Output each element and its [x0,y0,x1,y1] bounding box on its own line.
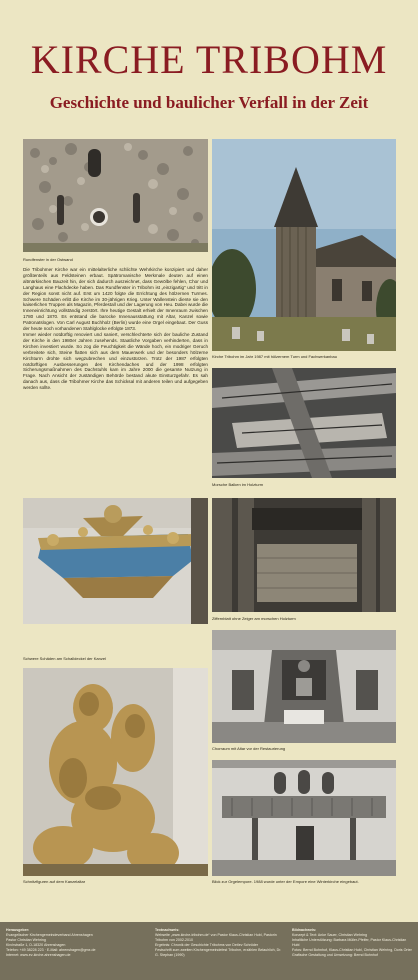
footer-col1-line: Internet: www.ev-kirche-ahrenshagen.de [6,953,71,957]
footer-col3-item: Fotos: Bernd Bohnhof, Klaus-Christian Hubl, Christian Wehring, Doris Orter [292,948,412,952]
footer-col1-line: Kirchstraße 1, D-18320 Ahrenshagen [6,943,66,947]
body-text [23,267,208,391]
photo-balken [212,368,396,478]
caption-kirche: Kirche Tribohm im Jahr 1987 mit hölzernem Turm und Fachwerkanbau [212,354,337,359]
photo-orgel [212,760,396,876]
page-title: KIRCHE TRIBOHM [30,37,388,82]
photo-ostwand [23,139,208,252]
caption-kanzel: Schwere Schäden am Schalldeckel der Kanzel [23,656,106,661]
footer-col1-heading: Herausgeber: [6,928,30,932]
footer-col2-item: Webseite „www.kirche-tribohm.de“ von Pastor Klaus-Christian Hubl, Pastorin Tribohm von 2002-2010 [155,933,277,942]
footer-herausgeber [6,928,141,958]
photo-figuren [23,668,208,876]
caption-ostwand: Rundfenster in der Ostwand [23,257,73,262]
footer-col2-item: Festschrift zum zweiten Kirchengemeindefest Tribohm, erzählen Belauhlich, Dr. G. Stephan (1990) [155,948,282,957]
footer-col3-heading: Bildnachweis: [292,928,317,932]
caption-balken: Morsche Balken im Holzturm [212,482,264,487]
photo-ziffernblatt [212,498,396,612]
footer-col3-item: Inhaltliche Unterstützung: Barbara Müller-Pfeifer, Pastor Klaus-Christian Hubl [292,938,407,947]
footer-col1-line: Telefon: +49 38228 223 · E-Mail: ahrenshagen@gmx.de [6,948,96,952]
footer-col1-line: Pastor Christian Wehring [6,938,46,942]
footer-col3-item: Grafische Gestaltung und Umsetzung: Bernd Bohnhof [292,953,378,957]
footer-col2-heading: Textnachweis: [155,928,180,932]
photo-kanzel [23,498,208,624]
caption-orgel: Blick zur Orgelempore. 1988 wurde unter der Empore eine Winterkirche eingebaut. [212,879,359,884]
footer-textnachweis [155,928,283,958]
photo-kirche-aussen [212,139,396,351]
footer [0,922,418,980]
footer-col3-item: Konzept & Text: Anke Sauer, Christian Wehring [292,933,367,937]
body-paragraph-2: Immer wieder notdürftig renoviert und saniert, verschlechterte sich der bauliche Zustand der Kirche in den 1980er Jahren zusehends. Staatliche Vorgaben verhinderten, dass in Kirchen investiert wurde. So zog die Feuchtigkeit die Wände hoch, ein modriger Geruch verbreitete sich, Steine flatten sich aus dem Mauerwerk und der besonders hölzerne Kirchturm drohte sich wegzubrechen und einzustürzen. Trotz der 1987 erfolgten notdürftigen Ausbesserungen des Kirchendaches und der 1998 erfolgten Sicherungsmaßnahmen des Dachstuhls kam im Jahre 2000 die gesamte Nutzung in Frage. Nach Ansicht der zuständigen Behörde bestand akute Einsturzgefahr. Es sah danach aus, dass die Tribohmer Kirche das Schicksal mit anderen teilen und aufgegeben werden sollte. [23,331,208,391]
footer-col1-line: Evangelischer Kirchengemeindeverband Ahrenshagen [6,933,93,937]
body-paragraph-1: Die Tribohmer Kirche war ein mittelalterliche schlichte Wehrkirche konzipiert und daher größtenteils aus Feldsteinen erbaut. Spätromanische Merkmale deuten auf einen altmärkischen Bauzeit hin, der sich dadurch auszeichnet, dass Gewölbe fehlen, Chor und Langhaus eine Flachdecke haben. Das Rundfenster in Tribohm ist „einzigartig“ und tritt in der Region sonst nicht auf. Erst um 1420 folgte die Errichtung des hölzernen Turmes. Schwere Schäden erlitt die Kirche im 30-jährigen Krieg. Unter Wallenstein diente sie den kaiserlichen Truppen als Magazin, Pferdestall und der Lagerung von Heu. Dabei wurde die Inneneinrichtung vollständig zerstört. Ihre heutige Gestalt erhielt der Innenraum zwischen 1780 und 1870. Es entstand die barocke Innenausstattung mit Altar, Kanzel sowie Patronatslogen. Von Carl August Buchholz (Berlin) wurde eine Orgel eingebaut. Der Guss der heute noch vorhandenen Stahlglocke erfolgte 1873. [23,267,208,332]
footer-bildnachweis [292,928,412,958]
caption-ziffernblatt: Ziffernblatt ohne Zeiger am morschen Holzturm [212,616,296,621]
caption-figuren: Schnitzfiguren auf dem Kanzelaltar [23,879,86,884]
footer-col2-item: Ergebnis: Chronik der Geschichte Tribohms von Detlev Schröder [155,943,259,947]
photo-altar [212,630,396,743]
caption-altar: Chorraum mit Altar vor der Restaurierung [212,746,286,751]
page-subtitle: Geschichte und baulicher Verfall in der Zeit [49,93,369,112]
